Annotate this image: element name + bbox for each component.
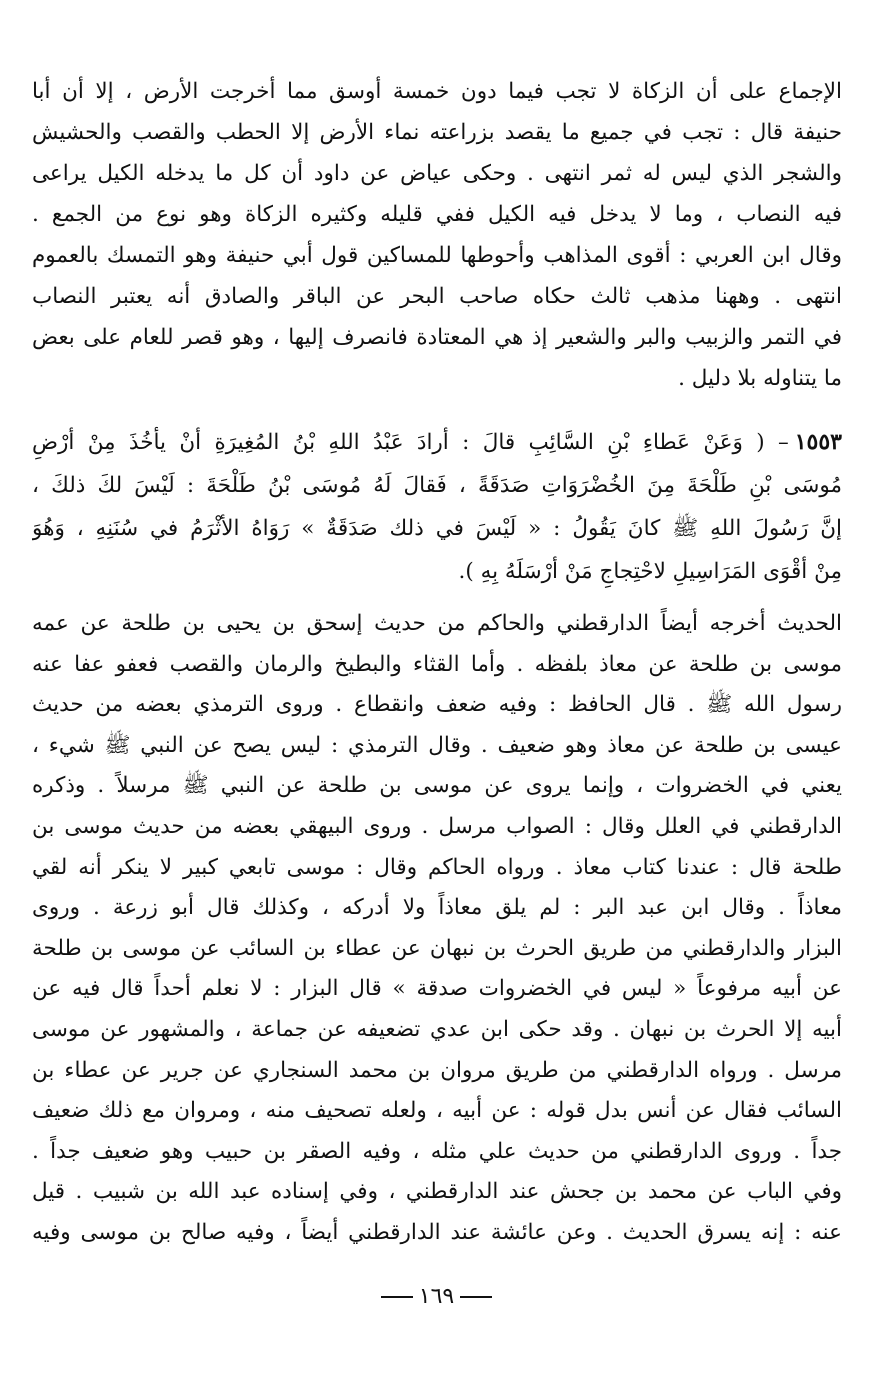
text-line: فيه النصاب ، وما لا يدخل فيه الكيل ففي قليله وكثيره الزكاة وهو نوع من الجمع . — [32, 202, 842, 227]
text-line: حنيفة قال : تجب في جميع ما يقصد بزراعته نماء الأرض إلا الحطب والقصب والحشيش — [32, 120, 842, 145]
text-line: عنه : إنه يسرق الحديث . وعن عائشة عند الدارقطني أيضاً ، وفيه صالح بن موسى وفيه — [32, 1219, 842, 1245]
text-line: عن أبيه مرفوعاً « ليس في الخضروات صدقة » قال البزار : لا نعلم أحداً قال فيه عن — [32, 976, 842, 1002]
hadith-line: مِنْ أقْوَى المَرَاسِيلِ لاحْتِجاجِ مَنْ أرْسَلَهُ بِهِ ). — [458, 559, 842, 584]
text-line: جداً . وروى الدارقطني من حديث علي مثله ، وفيه الصقر بن حبيب وهو ضعيف جداً . — [32, 1138, 842, 1164]
text-line: معاذاً . وقال ابن عبد البر : لم يلق معاذاً ولا أدركه ، وكذلك قال أبو زرعة . وروى — [32, 895, 842, 921]
text-line: الإجماع على أن الزكاة لا تجب فيما دون خمسة أوسق مما أخرجت الأرض ، إلا أن أبا — [32, 79, 842, 104]
dash-divider — [381, 1296, 413, 1298]
text-line: مرسل . ورواه الدارقطني من طريق مروان بن محمد السنجاري عن جرير عن عطاء بن — [32, 1057, 842, 1083]
text-line: موسى بن طلحة عن معاذ بلفظه . وأما القثاء والبطيخ والرمان والقصب فعفو عفا عنه — [32, 651, 842, 677]
text-line: رسول الله ﷺ . قال الحافظ : وفيه ضعف وانقطاع . وروى الترمذي بعضه من حديث — [32, 692, 842, 718]
dash-divider — [460, 1296, 492, 1298]
paragraph-commentary-top — [32, 71, 842, 399]
text-line: يعني في الخضروات ، وإنما يروى عن موسى بن طلحة عن النبي ﷺ مرسلاً . وذكره — [32, 773, 842, 799]
hadith-text — [32, 421, 842, 593]
text-line: البزار والدارقطني من طريق الحرث بن نبهان عن عطاء بن السائب عن موسى بن طلحة — [32, 935, 842, 961]
page-number: ١٦٩ — [418, 1284, 455, 1309]
text-line: أبيه إلا الحرث بن نبهان . وقد حكى ابن عدي تضعيفه عن جماعة ، والمشهور عن موسى — [32, 1016, 842, 1042]
hadith-number: ١٥٥٣ — [794, 429, 842, 455]
text-line: في التمر والزبيب والبر والشعير إذ هي المعتادة فانصرف إليها ، وهو قصر للعام على بعض — [32, 325, 842, 350]
hadith-line: إنَّ رَسُولَ اللهِ ﷺ كانَ يَقُولُ : « لَيْسَ في ذلك صَدَقَةٌ » رَوَاهُ الأثْرَمُ في سُنَنِهِ ، وَهُوَ — [32, 516, 842, 541]
text-line: الدارقطني في العلل وقال : الصواب مرسل . وروى البيهقي بعضه من حديث موسى بن — [32, 813, 842, 839]
text-line: وفي الباب عن محمد بن جحش عند الدارقطني ، وفي إسناده عبد الله بن شبيب . قيل — [32, 1179, 842, 1205]
text-line: والشجر الذي ليس له ثمر انتهى . وحكى عياض عن داود أن كل ما يدخله الكيل يراعى — [32, 161, 842, 186]
text-line: وقال ابن العربي : أقوى المذاهب وأحوطها للمساكين قول أبي حنيفة وهو التمسك بالعموم — [32, 243, 842, 268]
text-line: السائب فقال عن أنس بدل قوله : عن أبيه ، ولعله تصحيف منه ، ومروان مع ذلك ضعيف — [32, 1098, 842, 1124]
text-line: انتهى . وههنا مذهب ثالث حكاه صاحب البحر عن الباقر والصادق أنه يعتبر النصاب — [32, 284, 842, 309]
hadith-line: مُوسَى بْنِ طَلْحَةَ مِنَ الخُضْرَوَاتِ صَدَقَةً ، فَقالَ لَهُ مُوسَى بْنُ طَلْحَةَ : لَيْسَ لكَ ذلكَ ، — [32, 473, 842, 498]
page-number-footer — [0, 1282, 873, 1312]
hadith-line — [32, 421, 842, 464]
text-line: طلحة قال : عندنا كتاب معاذ . ورواه الحاكم وقال : موسى تابعي كبير لا ينكر أنه لقي — [32, 854, 842, 880]
text-line: الحديث أخرجه أيضاً الدارقطني والحاكم من حديث إسحق بن يحيى بن طلحة عن عمه — [32, 611, 842, 636]
hadith-line-text: – ( وَعَنْ عَطاءِ بْنِ السَّائِبِ قالَ : أرادَ عَبْدُ اللهِ بْنُ المُغِيرَةِ أنْ يأخُذَ مِنْ أرْضِ — [32, 430, 789, 455]
text-line: عيسى بن طلحة عن معاذ وهو ضعيف . وقال الترمذي : ليس يصح عن النبي ﷺ شيء ، — [32, 732, 842, 758]
text-line: ما يتناوله بلا دليل . — [678, 366, 842, 391]
paragraph-commentary-bottom — [32, 604, 842, 1254]
